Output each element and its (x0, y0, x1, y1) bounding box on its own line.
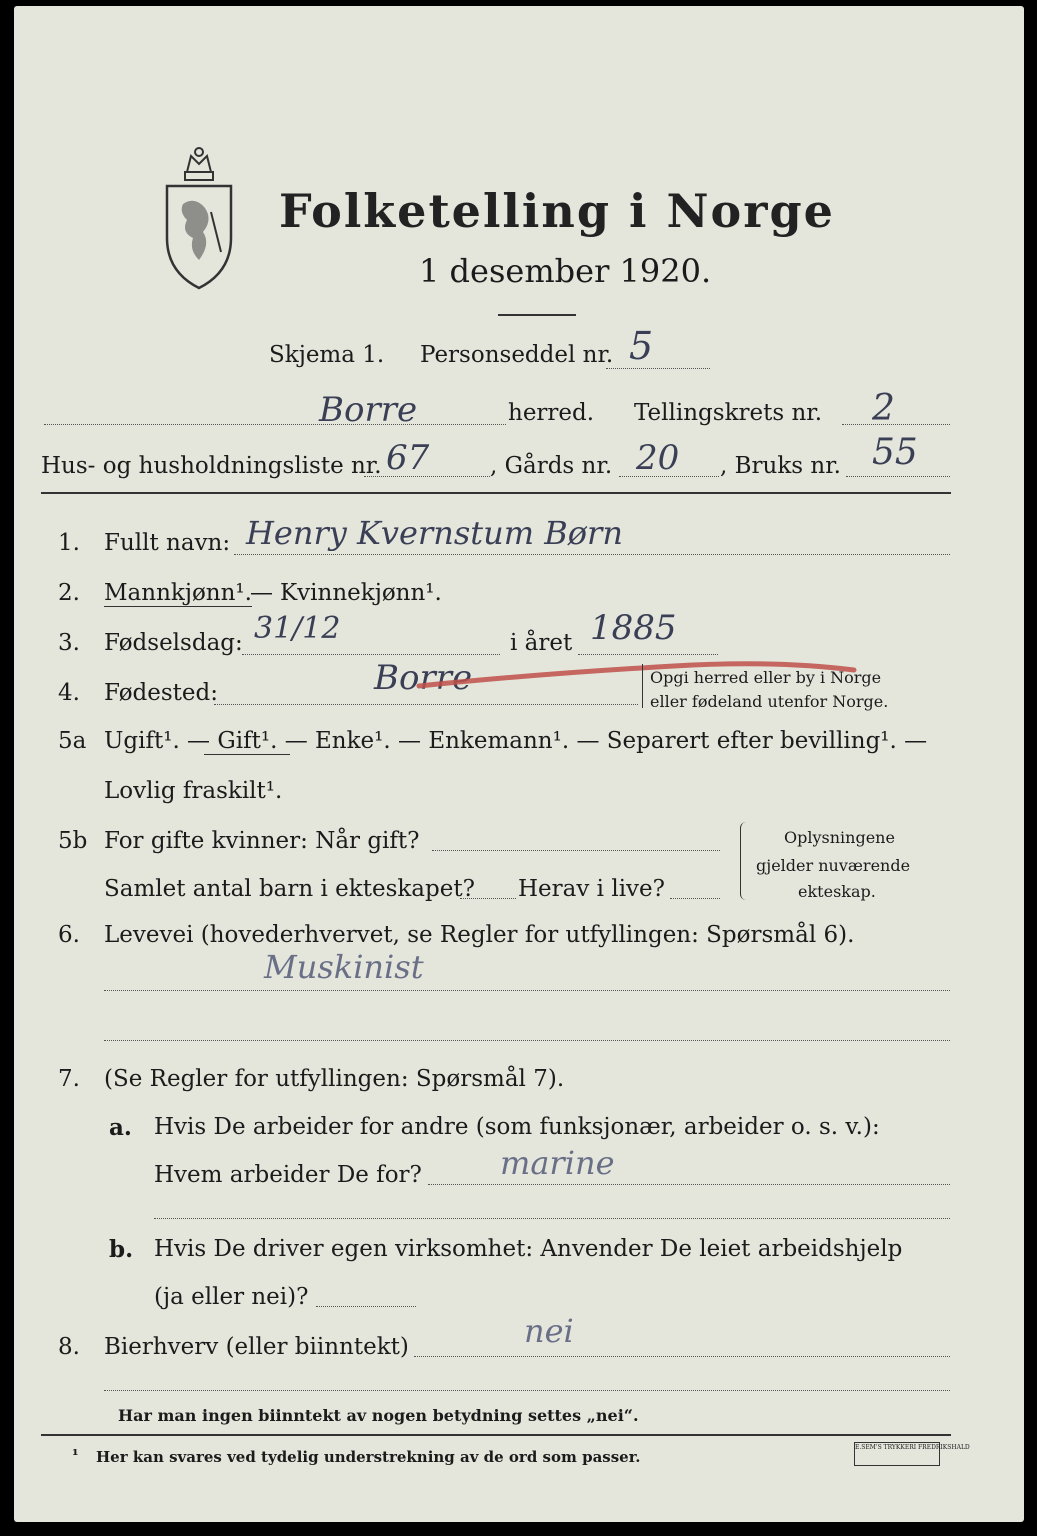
herred-line (44, 424, 506, 425)
q5b-note-3: ekteskap. (798, 882, 876, 901)
q3-number: 3. (58, 630, 80, 656)
q5b-married-line (432, 850, 720, 851)
herred-value[interactable]: Borre (319, 390, 418, 430)
q8-value[interactable]: nei (524, 1312, 574, 1350)
q8-line-2 (104, 1390, 950, 1391)
q5b-alive-line (670, 898, 720, 899)
q2-separator: — (250, 580, 273, 606)
q7a-line-2 (154, 1218, 950, 1219)
census-form-page (14, 6, 1024, 1522)
q3-line (242, 654, 500, 655)
q5a-gift-underline (204, 754, 290, 755)
q7a-value[interactable]: marine (500, 1144, 615, 1182)
q5b-number: 5b (58, 828, 88, 854)
q7-number: 7. (58, 1066, 80, 1092)
gards-label: , Gårds nr. (490, 453, 613, 479)
title-divider (498, 314, 576, 316)
personseddel-value[interactable]: 5 (629, 324, 654, 368)
q6-line-2 (104, 1040, 950, 1041)
q4-hint-2: eller fødeland utenfor Norge. (650, 692, 889, 711)
q5b-label-1: For gifte kvinner: Når gift? (104, 828, 420, 854)
q8-number: 8. (58, 1334, 80, 1360)
hus-value[interactable]: 67 (386, 438, 430, 478)
q2-number: 2. (58, 580, 80, 606)
footer-note: Har man ingen biinntekt av nogen betydning settes „nei“. (118, 1406, 639, 1425)
bruks-label: , Bruks nr. (720, 453, 841, 479)
q5a-options-2[interactable]: Lovlig fraskilt¹. (104, 778, 283, 804)
q7a-label: Hvis De arbeider for andre (som funksjonær, arbeider o. s. v.): (154, 1114, 880, 1140)
q4-value[interactable]: Borre (374, 658, 473, 698)
bruks-line (846, 476, 950, 477)
hus-label: Hus- og husholdningsliste nr. (41, 453, 382, 479)
q5b-bracket (740, 822, 749, 900)
q7a-line (428, 1184, 950, 1185)
footer-divider (41, 1434, 951, 1436)
q7b-line (316, 1306, 416, 1307)
tellingskrets-value[interactable]: 2 (872, 388, 895, 429)
skjema-label: Skjema 1. (269, 342, 385, 368)
q3-value[interactable]: 31/12 (254, 611, 341, 646)
q6-number: 6. (58, 922, 80, 948)
personseddel-label: Personseddel nr. (420, 342, 614, 368)
q1-number: 1. (58, 530, 80, 556)
q5b-label-3: Herav i live? (518, 876, 665, 902)
bruks-value[interactable]: 55 (872, 432, 918, 473)
q1-value[interactable]: Henry Kvernstum Børn (246, 514, 623, 552)
q3-year-line (578, 654, 718, 655)
personseddel-line (606, 368, 710, 369)
gards-value[interactable]: 20 (636, 438, 680, 478)
q4-hint-1: Opgi herred eller by i Norge (650, 668, 882, 687)
q4-number: 4. (58, 680, 80, 706)
q6-line-1 (104, 990, 950, 991)
q3-label: Fødselsdag: (104, 630, 243, 656)
form-subtitle: 1 desember 1920. (419, 252, 712, 290)
tellingskrets-label: Tellingskrets nr. (634, 400, 823, 426)
footnote-mark: ¹ (72, 1446, 79, 1464)
printer-stamp: E.SEM'S TRYKKERI FREDRIKSHALD (854, 1442, 940, 1466)
form-title: Folketelling i Norge (279, 184, 835, 238)
q7-label: (Se Regler for utfyllingen: Spørsmål 7). (104, 1066, 565, 1092)
q5a-options[interactable]: Ugift¹. — Gift¹. — Enke¹. — Enkemann¹. — Separert efter bevilling¹. — (104, 728, 928, 754)
q5b-children-line (460, 898, 516, 899)
q5b-label-2: Samlet antal barn i ekteskapet? (104, 876, 475, 902)
footnote-text: Her kan svares ved tydelig understrekning av de ord som passer. (96, 1448, 641, 1466)
q7a-letter: a. (109, 1114, 132, 1141)
q7a-label-2: Hvem arbeider De for? (154, 1162, 422, 1188)
q1-label: Fullt navn: (104, 530, 231, 556)
q8-line (414, 1356, 950, 1357)
header-divider (41, 492, 951, 494)
q2-female[interactable]: Kvinnekjønn¹. (280, 580, 442, 606)
q8-label: Bierhverv (eller biinntekt) (104, 1334, 409, 1360)
q6-label: Levevei (hovederhvervet, se Regler for utfyllingen: Spørsmål 6). (104, 922, 855, 948)
q7b-label-2: (ja eller nei)? (154, 1284, 309, 1310)
herred-label: herred. (508, 400, 595, 426)
coat-of-arms-icon (159, 142, 239, 292)
q7b-label: Hvis De driver egen virksomhet: Anvender De leiet arbeidshjelp (154, 1236, 903, 1262)
q3-year-label: i året (510, 630, 573, 656)
q3-year-value[interactable]: 1885 (590, 608, 677, 648)
q6-value[interactable]: Muskinist (264, 948, 424, 986)
q4-label: Fødested: (104, 680, 219, 706)
q2-male[interactable]: Mannkjønn¹. (104, 580, 252, 606)
tellingskrets-line (842, 424, 950, 425)
q4-bracket (642, 664, 646, 708)
q5a-number: 5a (58, 728, 87, 754)
q4-line (214, 704, 638, 705)
q5b-note-1: Oplysningene (784, 828, 895, 847)
q7b-letter: b. (109, 1236, 134, 1263)
q5b-note-2: gjelder nuværende (756, 856, 911, 875)
q1-line (234, 554, 950, 555)
